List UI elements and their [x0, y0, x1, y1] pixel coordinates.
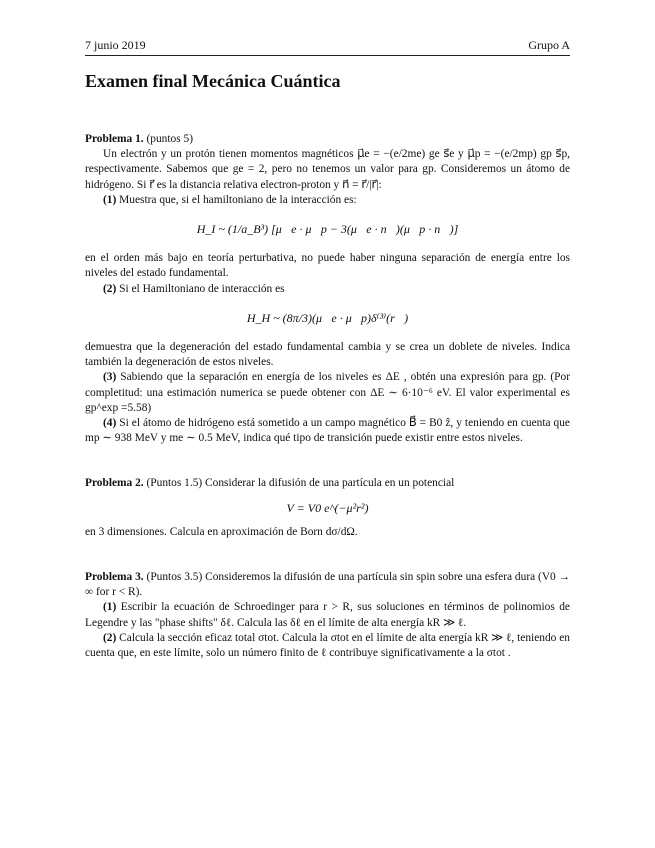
header-rule	[85, 55, 570, 56]
p1-points: (puntos 5)	[146, 133, 194, 145]
p3-text: (Puntos 3.5) Consideremos la difusión de una partícula sin spin sobre una esfera dura (V0 → ∞ for r < R).	[85, 571, 570, 599]
p1-q4-label: (4)	[103, 417, 117, 430]
p3-q1-label: (1)	[103, 601, 117, 614]
p1-q3-text: Sabiendo que la separación en energía de los niveles es ΔE , obtén una expresión para gp. (Por completitud: una estimación numerica se puede obtener con ΔE ∼ 6·10⁻⁶ eV. El valor experimental es gp^exp =5.58)	[85, 371, 570, 414]
p2-equation: V = V0 e^(−μ²r²)	[286, 500, 369, 515]
problem-1	[85, 132, 570, 446]
exam-page	[85, 38, 570, 661]
p1-head: Problema 1.	[85, 133, 144, 145]
p3-q2-text: Calcula la sección eficaz total σtot. Calcula la σtot en el límite de alta energía kR ≫ ℓ, teniendo en cuenta que, en este límite, solo un número finito de ℓ contribuye significativamente a la σtot .	[85, 631, 570, 660]
problem-2	[85, 476, 570, 540]
page-header	[85, 38, 570, 53]
p1-equation-2: H_H ~ (8π/3)(μ⃗e · μ⃗p)δ⁽³⁾(r⃗)	[246, 310, 409, 325]
p1-equation-1: H_I ~ (1/a_B³) [μ⃗e · μ⃗p − 3(μ⃗e · n⃗)(μ⃗p · n⃗)]	[196, 222, 459, 237]
p3-q2-label: (2)	[103, 631, 117, 644]
p1-q1-label: (1)	[103, 193, 117, 206]
exam-title: Examen final Mecánica Cuántica	[85, 71, 341, 91]
p1-q2-after: demuestra que la degeneración del estado fundamental cambia y se crea un doblete de niveles. Indica también la degeneración de estos niveles.	[85, 341, 570, 369]
p1-q4-text: Si el átomo de hidrógeno está sometido a un campo magnético B⃗ = B0 ẑ, y teniendo en cuenta que mp ∼ 938 MeV y me ∼ 0.5 MeV, indica qué tipo de transición puede existir entre estos niveles.	[85, 417, 570, 445]
p1-q2-text: Si el Hamiltoniano de interacción es	[119, 282, 285, 295]
p1-q3-label: (3)	[103, 371, 117, 384]
p2-text: (Puntos 1.5) Considerar la difusión de una partícula en un potencial	[146, 477, 455, 490]
problem-3	[85, 570, 570, 661]
p1-intro: Un electrón y un protón tienen momentos magnéticos μ⃗e = −(e/2me) ge s⃗e y μ⃗p = −(e/2mp) gp s⃗p, respectivamente. Sabemos que ge = 2, pero no tenemos un valor para gp. Consideremos un átomo de hidrógeno. Si r⃗ es la distancia relativa electron-proton y n⃗ = r⃗/|r⃗|:	[85, 148, 570, 191]
header-group: Grupo A	[528, 38, 570, 52]
p2-head: Problema 2.	[85, 477, 144, 490]
p1-q2-label: (2)	[103, 282, 117, 295]
p3-q1-text: Escribir la ecuación de Schroedinger para r > R, sus soluciones en términos de polinomios de Legendre y las "phase shifts" δℓ. Calcula las δℓ en el límite de alta energía kR ≫ ℓ.	[85, 601, 570, 629]
header-date: 7 junio 2019	[85, 38, 146, 52]
p3-head: Problema 3.	[85, 571, 144, 584]
p1-q1-after: en el orden más bajo en teoría perturbativa, no puede haber ninguna separación de energía entre los niveles del estado fundamental.	[85, 252, 570, 280]
p2-after: en 3 dimensiones. Calcula en aproximación de Born dσ/dΩ.	[85, 525, 358, 538]
p1-q1-text: Muestra que, si el hamiltoniano de la interacción es:	[119, 193, 357, 206]
